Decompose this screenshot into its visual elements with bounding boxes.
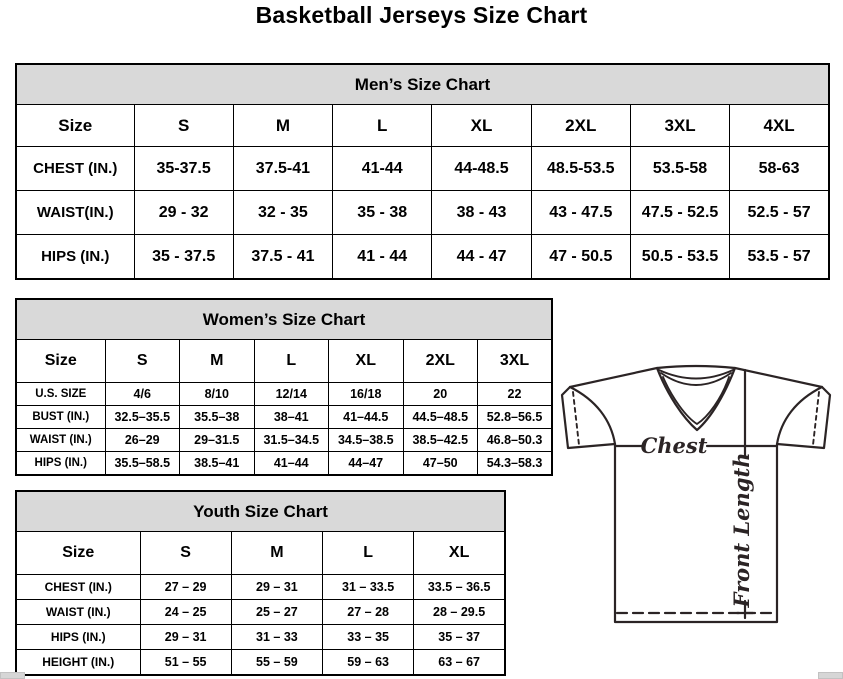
table-row [16,383,552,406]
column-header-row [16,532,505,575]
table-cell: 33 – 35 [323,625,414,650]
table-row [16,191,829,235]
column-header: M [233,105,332,147]
table-cell: 8/10 [180,383,255,406]
table-title-row [16,64,829,105]
table-cell: 31 – 33 [231,625,322,650]
table-cell: 29–31.5 [180,429,255,452]
table-cell: 51 – 55 [140,650,231,676]
column-header: 4XL [730,105,829,147]
table-cell: 33.5 – 36.5 [414,575,505,600]
table-title-row [16,299,552,340]
table-cell: 27 – 28 [323,600,414,625]
table-cell: 38.5–42.5 [403,429,478,452]
table-row [16,600,505,625]
armhole-left-seam [570,387,615,444]
jersey-outline [562,366,830,622]
table-cell: 32 - 35 [233,191,332,235]
row-label: HEIGHT (IN.) [16,650,140,676]
table-cell: 22 [478,383,553,406]
table-cell: 31 – 33.5 [323,575,414,600]
column-header: 2XL [403,340,478,383]
table-cell: 28 – 29.5 [414,600,505,625]
table-row [16,650,505,676]
table-cell: 35 - 37.5 [134,235,233,280]
table-cell: 35 – 37 [414,625,505,650]
table-cell: 48.5-53.5 [531,147,630,191]
table-cell: 26–29 [105,429,180,452]
column-header: M [180,340,255,383]
column-header: XL [329,340,404,383]
table-cell: 12/14 [254,383,329,406]
table-cell: 27 – 29 [140,575,231,600]
table-cell: 43 - 47.5 [531,191,630,235]
table-cell: 20 [403,383,478,406]
table-title-row [16,491,505,532]
table-title: Men’s Size Chart [16,64,829,105]
table-cell: 29 – 31 [231,575,322,600]
table-cell: 53.5 - 57 [730,235,829,280]
row-label: U.S. SIZE [16,383,105,406]
column-header: L [254,340,329,383]
table-cell: 53.5-58 [630,147,729,191]
table-row [16,575,505,600]
youth-size-chart-table [15,490,506,676]
row-label: HIPS (IN.) [16,235,134,280]
table-row [16,429,552,452]
table-cell: 41-44 [333,147,432,191]
row-label: CHEST (IN.) [16,147,134,191]
table-cell: 29 – 31 [140,625,231,650]
row-label: WAIST(IN.) [16,191,134,235]
table-row [16,625,505,650]
table-cell: 46.8–50.3 [478,429,553,452]
column-header: M [231,532,322,575]
womens-size-chart-table [15,298,553,476]
table-row [16,452,552,476]
table-cell: 55 – 59 [231,650,322,676]
table-cell: 41–44.5 [329,406,404,429]
column-header: S [105,340,180,383]
mens-size-chart-table [15,63,830,280]
row-label: HIPS (IN.) [16,625,140,650]
table-cell: 41 - 44 [333,235,432,280]
table-cell: 47–50 [403,452,478,476]
column-header: XL [432,105,531,147]
table-cell: 29 - 32 [134,191,233,235]
h-scrollbar-right-fragment[interactable] [818,672,843,679]
table-cell: 58-63 [730,147,829,191]
table-cell: 32.5–35.5 [105,406,180,429]
column-header: 3XL [478,340,553,383]
column-header: L [333,105,432,147]
table-cell: 24 – 25 [140,600,231,625]
table-title: Women’s Size Chart [16,299,552,340]
table-cell: 35.5–38 [180,406,255,429]
armhole-right-seam [777,387,822,444]
h-scrollbar-left-fragment[interactable] [0,672,25,679]
front-length-measure-label: Front Length [729,452,754,608]
table-row [16,147,829,191]
row-label: CHEST (IN.) [16,575,140,600]
table-cell: 41–44 [254,452,329,476]
row-label: HIPS (IN.) [16,452,105,476]
table-cell: 63 – 67 [414,650,505,676]
column-header: L [323,532,414,575]
table-cell: 44.5–48.5 [403,406,478,429]
column-header: XL [414,532,505,575]
column-header: Size [16,532,140,575]
chest-measure-label: Chest [640,433,708,458]
table-row [16,235,829,280]
column-header: S [140,532,231,575]
row-label: WAIST (IN.) [16,429,105,452]
table-row [16,406,552,429]
collar-arc-outer [659,370,733,379]
column-header: 2XL [531,105,630,147]
cuff-right-dashed-line [813,392,819,445]
table-cell: 59 – 63 [323,650,414,676]
cuff-left-dashed-line [573,392,579,445]
table-cell: 35.5–58.5 [105,452,180,476]
table-cell: 31.5–34.5 [254,429,329,452]
table-cell: 47.5 - 52.5 [630,191,729,235]
table-cell: 50.5 - 53.5 [630,235,729,280]
row-label: WAIST (IN.) [16,600,140,625]
table-cell: 4/6 [105,383,180,406]
row-label: BUST (IN.) [16,406,105,429]
table-cell: 47 - 50.5 [531,235,630,280]
table-cell: 44-48.5 [432,147,531,191]
jersey-measurement-diagram [556,360,843,634]
table-cell: 44–47 [329,452,404,476]
column-header-row [16,340,552,383]
table-cell: 52.8–56.5 [478,406,553,429]
table-cell: 44 - 47 [432,235,531,280]
table-cell: 54.3–58.3 [478,452,553,476]
table-cell: 38 - 43 [432,191,531,235]
table-cell: 25 – 27 [231,600,322,625]
column-header: Size [16,105,134,147]
page-title: Basketball Jerseys Size Chart [255,2,588,28]
table-cell: 35-37.5 [134,147,233,191]
table-cell: 37.5-41 [233,147,332,191]
column-header: Size [16,340,105,383]
table-cell: 37.5 - 41 [233,235,332,280]
column-header: 3XL [630,105,729,147]
table-title: Youth Size Chart [16,491,505,532]
table-cell: 35 - 38 [333,191,432,235]
column-header: S [134,105,233,147]
table-cell: 38–41 [254,406,329,429]
table-cell: 16/18 [329,383,404,406]
table-cell: 34.5–38.5 [329,429,404,452]
table-cell: 52.5 - 57 [730,191,829,235]
table-cell: 38.5–41 [180,452,255,476]
column-header-row [16,105,829,147]
